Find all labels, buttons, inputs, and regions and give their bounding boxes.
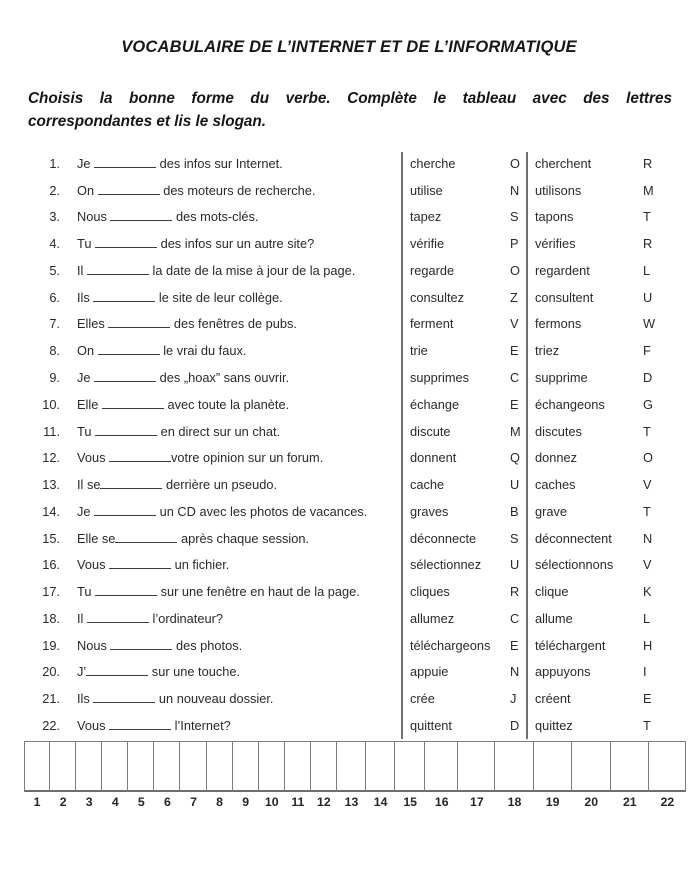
verb-option-1[interactable]: ferment — [410, 316, 454, 332]
slogan-column — [76, 741, 102, 809]
slogan-cell[interactable] — [49, 741, 76, 792]
slogan-cell[interactable] — [494, 741, 533, 792]
row-number: 9. — [49, 370, 60, 385]
verb-option-2[interactable]: quittez — [535, 717, 573, 733]
verb-option-1[interactable]: appuie — [410, 664, 449, 680]
verb-option-2[interactable]: créent — [535, 691, 571, 707]
slogan-cell-number: 21 — [622, 794, 637, 809]
letter-option-2: N — [643, 530, 653, 546]
sentence-before-blank: Nous — [77, 637, 111, 653]
sentence-after-blank: un fichier. — [171, 557, 230, 573]
exercise-row — [0, 364, 698, 391]
verb-option-2[interactable]: appuyons — [535, 664, 591, 680]
exercise-row — [0, 632, 698, 659]
row-number: 14. — [42, 503, 60, 519]
verb-option-2[interactable]: regardent — [535, 262, 590, 278]
slogan-cell-number: 4 — [111, 794, 119, 809]
sentence-text — [77, 290, 401, 305]
row-number: 16. — [42, 557, 60, 573]
row-number: 22. — [42, 717, 60, 733]
slogan-column — [495, 741, 533, 809]
exercise-row — [0, 525, 698, 552]
exercise-row — [0, 418, 698, 445]
letter-option-1: P — [510, 236, 519, 252]
slogan-cell[interactable] — [533, 741, 572, 792]
sentence-after-blank: l’ordinateur? — [148, 610, 223, 626]
slogan-cell-number: 10 — [264, 794, 279, 809]
sentence-before-blank: Je — [77, 370, 95, 385]
verb-option-1[interactable]: cherche — [410, 155, 456, 171]
letter-option-1: S — [510, 209, 519, 225]
sentence-text — [77, 316, 401, 331]
letter-option-2: T — [643, 717, 651, 733]
letter-option-2: K — [643, 584, 652, 600]
slogan-column — [233, 741, 259, 809]
sentence-after-blank: sur une touche. — [148, 664, 241, 680]
verb-option-1[interactable]: regarde — [410, 262, 455, 278]
answer-blank[interactable] — [110, 209, 172, 221]
slogan-cell-number: 14 — [373, 794, 388, 809]
slogan-cell-number: 16 — [434, 794, 449, 809]
sentence-before-blank: Ils — [77, 691, 94, 707]
slogan-cell[interactable] — [365, 741, 395, 792]
letter-option-2: W — [643, 316, 656, 332]
verb-option-2[interactable]: cherchent — [535, 155, 592, 171]
answer-blank[interactable] — [102, 397, 164, 409]
answer-blank[interactable] — [115, 531, 177, 543]
instructions — [28, 87, 672, 133]
answer-blank[interactable] — [108, 316, 170, 328]
slogan-cell[interactable] — [206, 741, 233, 792]
answer-blank[interactable] — [93, 691, 155, 703]
verb-option-1[interactable]: consultez — [410, 289, 465, 305]
verb-option-1[interactable]: allumez — [410, 610, 455, 626]
slogan-cell[interactable] — [457, 741, 495, 792]
letter-option-2: T — [643, 209, 651, 225]
verb-option-1[interactable]: discute — [410, 423, 451, 439]
slogan-cell-number: 18 — [507, 794, 522, 809]
slogan-cell[interactable] — [648, 741, 686, 792]
slogan-column — [572, 741, 611, 809]
answer-blank[interactable] — [94, 504, 156, 516]
row-number: 18. — [42, 610, 60, 626]
letter-option-2: G — [643, 396, 653, 412]
letter-option-2: H — [643, 637, 653, 653]
verb-option-2[interactable]: téléchargent — [535, 637, 606, 653]
sentence-before-blank: Vous — [77, 557, 110, 573]
slogan-cell-number: 6 — [164, 794, 171, 809]
sentence-text — [77, 263, 401, 278]
verb-option-1[interactable]: graves — [410, 503, 449, 519]
slogan-column — [611, 741, 649, 809]
worksheet-page — [0, 38, 698, 890]
letter-option-2: T — [643, 503, 651, 519]
verb-option-1[interactable]: vérifie — [410, 236, 445, 252]
exercise-row — [0, 177, 698, 204]
sentence-text — [77, 691, 401, 706]
verb-option-2[interactable]: triez — [535, 343, 560, 359]
sentence-after-blank: des „hoax” sans ouvrir. — [156, 370, 290, 385]
sentence-before-blank: On — [77, 182, 98, 198]
slogan-column — [207, 741, 233, 809]
row-number: 5. — [49, 262, 60, 278]
slogan-cell-number: 11 — [291, 794, 305, 809]
sentence-after-blank: des photos. — [172, 637, 243, 653]
slogan-cell[interactable] — [336, 741, 366, 792]
sentence-after-blank: des infos sur Internet. — [156, 155, 283, 171]
sentence-after-blank: le site de leur collège. — [155, 289, 283, 305]
slogan-cell[interactable] — [153, 741, 180, 792]
sentence-after-blank: la date de la mise à jour de la page. — [148, 262, 356, 278]
exercise-row — [0, 551, 698, 578]
letter-option-1: U — [510, 557, 520, 573]
slogan-cell[interactable] — [179, 741, 206, 792]
exercise-rows — [0, 150, 698, 739]
verb-option-1[interactable]: cliques — [410, 584, 450, 600]
row-number: 10. — [42, 396, 60, 412]
sentence-text — [77, 236, 401, 251]
exercise-row — [0, 391, 698, 418]
sentence-text — [77, 450, 401, 465]
row-number: 7. — [49, 316, 60, 332]
slogan-grid — [24, 741, 686, 809]
slogan-cell-number: 8 — [216, 794, 223, 809]
sentence-before-blank: Tu — [77, 584, 96, 600]
letter-option-1: D — [510, 717, 520, 733]
row-number: 3. — [49, 209, 60, 225]
verb-option-2[interactable]: fermons — [535, 316, 582, 332]
letter-option-1: E — [510, 396, 519, 412]
verb-option-1[interactable]: déconnecte — [410, 530, 477, 546]
letter-option-1: C — [510, 370, 520, 385]
slogan-cell-number: 20 — [584, 794, 599, 809]
row-number: 1. — [49, 155, 60, 171]
slogan-column — [24, 741, 50, 809]
slogan-cell-number: 1 — [33, 794, 41, 809]
sentence-after-blank: en direct sur un chat. — [157, 423, 281, 439]
verb-option-2[interactable]: donnez — [535, 450, 577, 466]
letter-option-2: I — [643, 664, 647, 680]
letter-option-1: V — [510, 316, 519, 332]
row-number: 8. — [49, 343, 60, 359]
sentence-after-blank: après chaque session. — [177, 530, 310, 546]
slogan-column — [50, 741, 76, 809]
slogan-column — [285, 741, 311, 809]
letter-option-2: R — [643, 155, 653, 171]
answer-blank[interactable] — [100, 477, 162, 489]
slogan-cell[interactable] — [127, 741, 154, 792]
exercise-row — [0, 712, 698, 739]
letter-option-2: U — [643, 289, 653, 305]
slogan-cells-row — [24, 741, 686, 809]
letter-option-1: N — [510, 664, 520, 680]
slogan-cell-number: 17 — [470, 794, 484, 809]
sentence-text — [77, 611, 401, 626]
exercise-table — [0, 150, 698, 739]
letter-option-2: D — [643, 370, 653, 385]
exercise-row — [0, 659, 698, 686]
sentence-before-blank: Je — [77, 155, 95, 171]
answer-blank[interactable] — [95, 424, 157, 436]
letter-option-1: E — [510, 343, 519, 359]
sentence-after-blank: des mots-clés. — [172, 209, 259, 225]
answer-blank[interactable] — [87, 263, 149, 275]
exercise-row — [0, 311, 698, 338]
sentence-text — [77, 664, 401, 679]
letter-option-1: B — [510, 503, 519, 519]
sentence-text — [77, 397, 401, 412]
sentence-text — [77, 424, 401, 439]
exercise-row — [0, 257, 698, 284]
answer-blank[interactable] — [109, 557, 171, 569]
verb-option-1[interactable]: supprimes — [410, 370, 470, 385]
sentence-before-blank: Elles — [77, 316, 109, 332]
slogan-column — [649, 741, 686, 809]
sentence-before-blank: Ils — [77, 289, 94, 305]
slogan-cell[interactable] — [258, 741, 285, 792]
answer-blank[interactable] — [86, 664, 148, 676]
sentence-text — [77, 504, 401, 519]
sentence-text — [77, 209, 401, 224]
sentence-after-blank: votre opinion sur un forum. — [171, 450, 324, 466]
slogan-column — [311, 741, 337, 809]
slogan-cell[interactable] — [284, 741, 311, 792]
verb-option-2[interactable]: vérifies — [535, 236, 576, 252]
sentence-before-blank: Je — [77, 503, 95, 519]
row-number: 20. — [42, 664, 60, 680]
sentence-after-blank: des fenêtres de pubs. — [170, 316, 297, 332]
answer-blank[interactable] — [109, 450, 171, 462]
slogan-cell-number: 7 — [190, 794, 197, 809]
letter-option-2: V — [643, 557, 652, 573]
exercise-row — [0, 444, 698, 471]
verb-option-2[interactable]: supprime — [535, 370, 588, 385]
sentence-before-blank: Tu — [77, 236, 96, 252]
sentence-text — [77, 156, 401, 171]
letter-option-1: O — [510, 155, 520, 171]
slogan-column — [366, 741, 395, 809]
slogan-column — [154, 741, 180, 809]
verb-option-2[interactable]: sélectionnons — [535, 557, 614, 573]
column-divider-1 — [401, 152, 403, 739]
page-title: VOCABULAIRE DE L’INTERNET ET DE L’INFORMATIQUE — [121, 38, 577, 56]
letter-option-2: F — [643, 343, 651, 359]
slogan-cell-number: 22 — [660, 794, 675, 809]
answer-blank[interactable] — [93, 290, 155, 302]
exercise-row — [0, 605, 698, 632]
sentence-after-blank: un nouveau dossier. — [155, 691, 274, 707]
sentence-after-blank: avec toute la planète. — [163, 396, 290, 412]
letter-option-1: E — [510, 637, 519, 653]
verb-option-1[interactable]: quittent — [410, 717, 452, 733]
exercise-row — [0, 578, 698, 605]
slogan-cell-number: 5 — [137, 794, 145, 809]
letter-option-1: Z — [510, 289, 518, 305]
sentence-before-blank: Il — [77, 610, 87, 626]
slogan-cell[interactable] — [310, 741, 337, 792]
letter-option-2: L — [643, 610, 651, 626]
verb-option-2[interactable]: grave — [535, 503, 568, 519]
verb-option-2[interactable]: déconnectent — [535, 530, 612, 546]
slogan-column — [337, 741, 366, 809]
verb-option-1[interactable]: téléchargeons — [410, 637, 491, 653]
slogan-cell-number: 15 — [403, 794, 418, 809]
slogan-column — [259, 741, 285, 809]
sentence-after-blank: des infos sur un autre site? — [157, 236, 315, 252]
slogan-column — [458, 741, 495, 809]
slogan-cell[interactable] — [101, 741, 128, 792]
letter-option-1: O — [510, 262, 520, 278]
row-number: 15. — [42, 530, 60, 546]
exercise-row — [0, 337, 698, 364]
exercise-row — [0, 685, 698, 712]
slogan-column — [128, 741, 154, 809]
sentence-after-blank: des moteurs de recherche. — [159, 182, 316, 198]
sentence-before-blank: Nous — [77, 209, 111, 225]
row-number: 11. — [43, 423, 60, 439]
slogan-column — [102, 741, 128, 809]
exercise-row — [0, 150, 698, 177]
sentence-after-blank: derrière un pseudo. — [162, 477, 278, 493]
verb-option-1[interactable]: donnent — [410, 450, 457, 466]
verb-option-2[interactable]: échangeons — [535, 396, 605, 412]
verb-option-1[interactable]: échange — [410, 396, 460, 412]
sentence-text — [77, 718, 401, 733]
exercise-row — [0, 230, 698, 257]
column-divider-2 — [526, 152, 528, 739]
answer-blank[interactable] — [98, 183, 160, 195]
exercise-row — [0, 498, 698, 525]
letter-option-1: C — [510, 610, 520, 626]
letter-option-1: N — [510, 182, 520, 198]
answer-blank[interactable] — [110, 638, 172, 650]
answer-blank[interactable] — [109, 718, 171, 730]
sentence-before-blank: Vous — [77, 450, 110, 466]
letter-option-2: M — [643, 182, 654, 198]
sentence-before-blank: On — [77, 343, 98, 359]
verb-option-2[interactable]: tapons — [535, 209, 574, 225]
sentence-before-blank: Tu — [77, 423, 96, 439]
row-number: 19. — [42, 637, 60, 653]
sentence-before-blank: Il se — [77, 477, 101, 493]
slogan-cell-number: 3 — [85, 794, 93, 809]
answer-blank[interactable] — [95, 584, 157, 596]
letter-option-1: Q — [510, 450, 520, 466]
answer-blank[interactable] — [94, 370, 156, 382]
instructions-line-1: Choisis la bonne forme du verbe. Complète le tableau avec des lettres — [28, 90, 672, 107]
sentence-text — [77, 584, 401, 599]
letter-option-1: U — [510, 477, 520, 493]
letter-option-2: E — [643, 691, 652, 707]
slogan-cell-number: 12 — [317, 794, 331, 809]
letter-option-2: T — [643, 423, 651, 439]
slogan-cell[interactable] — [394, 741, 425, 792]
row-number: 21. — [42, 691, 60, 707]
slogan-column — [395, 741, 425, 809]
slogan-cell[interactable] — [610, 741, 649, 792]
sentence-after-blank: un CD avec les photos de vacances. — [156, 503, 368, 519]
sentence-before-blank: J’ — [77, 664, 87, 680]
verb-option-2[interactable]: clique — [535, 584, 569, 600]
verb-option-1[interactable]: utilise — [410, 182, 443, 198]
sentence-text — [77, 557, 401, 572]
letter-option-1: J — [510, 691, 517, 707]
verb-option-1[interactable]: tapez — [410, 209, 442, 225]
answer-blank[interactable] — [94, 156, 156, 168]
sentence-after-blank: sur une fenêtre en haut de la page. — [157, 584, 360, 600]
exercise-row — [0, 471, 698, 498]
slogan-cell[interactable] — [75, 741, 102, 792]
instructions-line-2: correspondantes et lis le slogan. — [28, 113, 267, 130]
sentence-text — [77, 370, 401, 385]
verb-option-1[interactable]: sélectionnez — [410, 557, 482, 573]
answer-blank[interactable] — [98, 343, 160, 355]
verb-option-2[interactable]: consultent — [535, 289, 594, 305]
verb-option-1[interactable]: crée — [410, 691, 435, 707]
verb-option-2[interactable]: caches — [535, 477, 576, 493]
letter-option-1: S — [510, 530, 519, 546]
letter-option-2: O — [643, 450, 653, 466]
slogan-cell-number: 2 — [59, 794, 67, 809]
slogan-column — [534, 741, 572, 809]
sentence-after-blank: l’Internet? — [171, 717, 231, 733]
letter-option-1: R — [510, 584, 520, 600]
answer-blank[interactable] — [87, 611, 149, 623]
sentence-text — [77, 343, 401, 358]
slogan-column — [180, 741, 206, 809]
slogan-cell-number: 19 — [545, 794, 560, 809]
sentence-text — [77, 638, 401, 653]
sentence-before-blank: Vous — [77, 717, 110, 733]
slogan-cell[interactable] — [424, 741, 458, 792]
slogan-cell[interactable] — [24, 741, 50, 792]
slogan-cell-number: 9 — [242, 794, 250, 809]
exercise-row — [0, 284, 698, 311]
letter-option-2: L — [643, 262, 651, 278]
slogan-cell-number: 13 — [344, 794, 359, 809]
letter-option-1: M — [510, 423, 521, 439]
slogan-cell[interactable] — [232, 741, 259, 792]
sentence-text — [77, 477, 401, 492]
slogan-column — [425, 741, 458, 809]
sentence-text — [77, 183, 401, 198]
verb-option-2[interactable]: discutes — [535, 423, 582, 439]
row-number: 13. — [42, 477, 60, 493]
sentence-before-blank: Il — [77, 262, 87, 278]
row-number: 12. — [42, 450, 60, 466]
sentence-after-blank: le vrai du faux. — [159, 343, 247, 359]
letter-option-2: V — [643, 477, 652, 493]
sentence-before-blank: Elle se — [77, 530, 116, 546]
answer-blank[interactable] — [95, 236, 157, 248]
verb-option-1[interactable]: trie — [410, 343, 428, 359]
verb-option-2[interactable]: utilisons — [535, 182, 582, 198]
sentence-text — [77, 531, 401, 546]
row-number: 2. — [49, 182, 60, 198]
slogan-cell[interactable] — [571, 741, 611, 792]
row-number: 17. — [42, 584, 60, 600]
sentence-before-blank: Elle — [77, 396, 102, 412]
exercise-row — [0, 204, 698, 231]
row-number: 4. — [49, 236, 60, 252]
verb-option-1[interactable]: cache — [410, 477, 445, 493]
letter-option-2: R — [643, 236, 653, 252]
row-number: 6. — [49, 289, 60, 305]
verb-option-2[interactable]: allume — [535, 610, 573, 626]
